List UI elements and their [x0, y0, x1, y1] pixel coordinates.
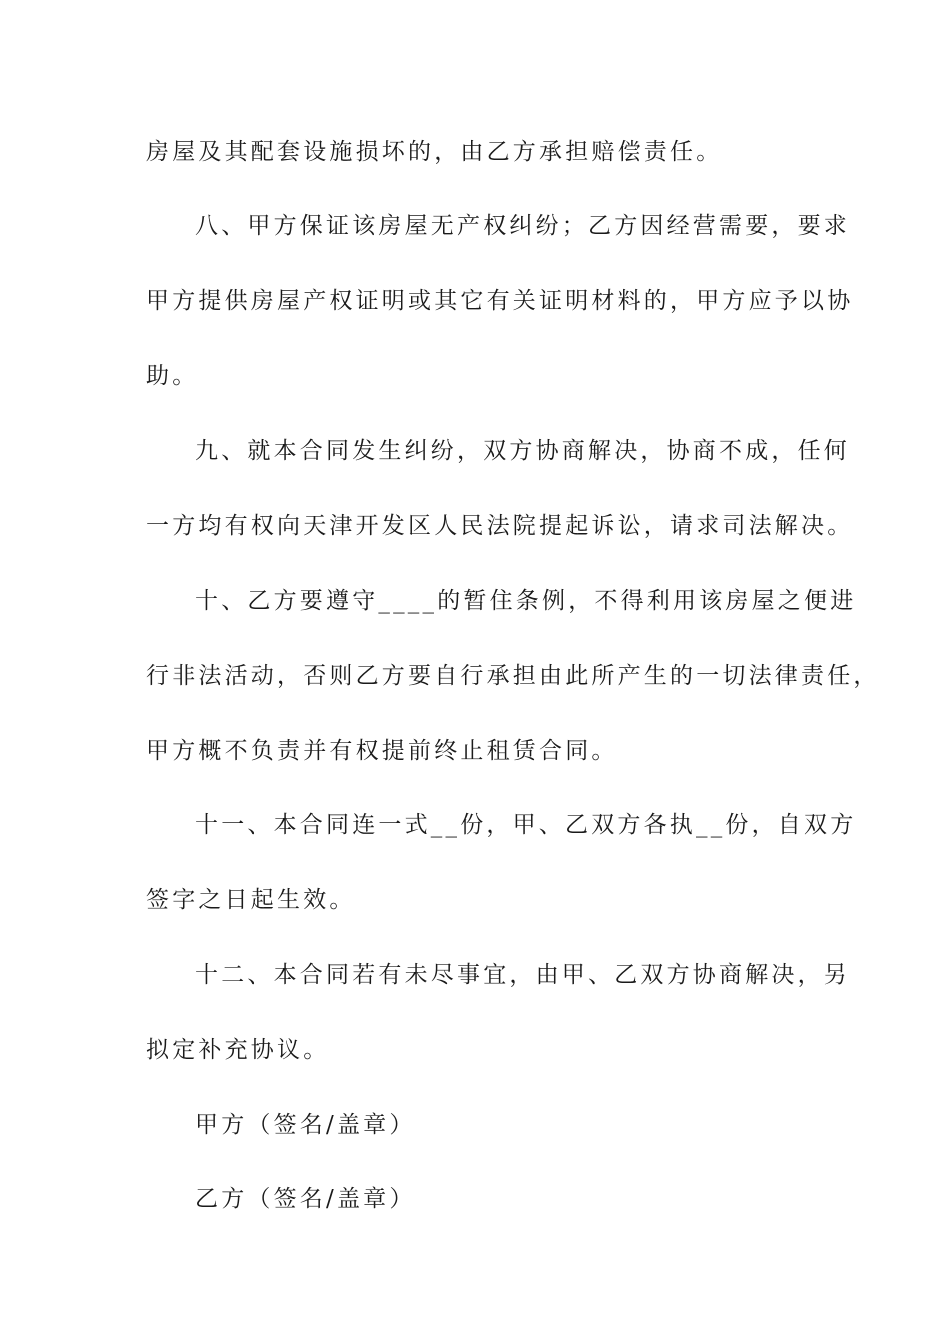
party-a-signature-label: 甲方（签名/盖章） [195, 1112, 416, 1138]
clause-twelve-line-2: 拟定补充协议。 [146, 1037, 330, 1063]
clause-ten-line-2: 行非法活动，否则乙方要自行承担由此所产生的一切法律责任， [146, 663, 880, 689]
clause-ten-line-3: 甲方概不负责并有权提前终止租赁合同。 [146, 738, 618, 764]
clause-eight-line-1: 八、甲方保证该房屋无产权纠纷；乙方因经营需要，要求 [195, 213, 850, 239]
clause-eleven-line-2: 签字之日起生效。 [146, 887, 356, 913]
clause-eight-line-2: 甲方提供房屋产权证明或其它有关证明材料的，甲方应予以协 [146, 288, 854, 314]
party-b-signature-label: 乙方（签名/盖章） [195, 1186, 416, 1212]
clause-seven-continuation: 房屋及其配套设施损坏的，由乙方承担赔偿责任。 [146, 139, 723, 165]
clause-ten-line-1: 十、乙方要遵守____的暂住条例，不得利用该房屋之便进 [195, 588, 857, 614]
clause-eight-line-3: 助。 [146, 363, 199, 389]
clause-nine-line-1: 九、就本合同发生纠纷，双方协商解决，协商不成，任何 [195, 438, 850, 464]
clause-eleven-line-1: 十一、本合同连一式__份，甲、乙双方各执__份，自双方 [195, 812, 857, 838]
clause-nine-line-2: 一方均有权向天津开发区人民法院提起诉讼，请求司法解决。 [146, 513, 854, 539]
clause-twelve-line-1: 十二、本合同若有未尽事宜，由甲、乙双方协商解决，另 [195, 962, 850, 988]
